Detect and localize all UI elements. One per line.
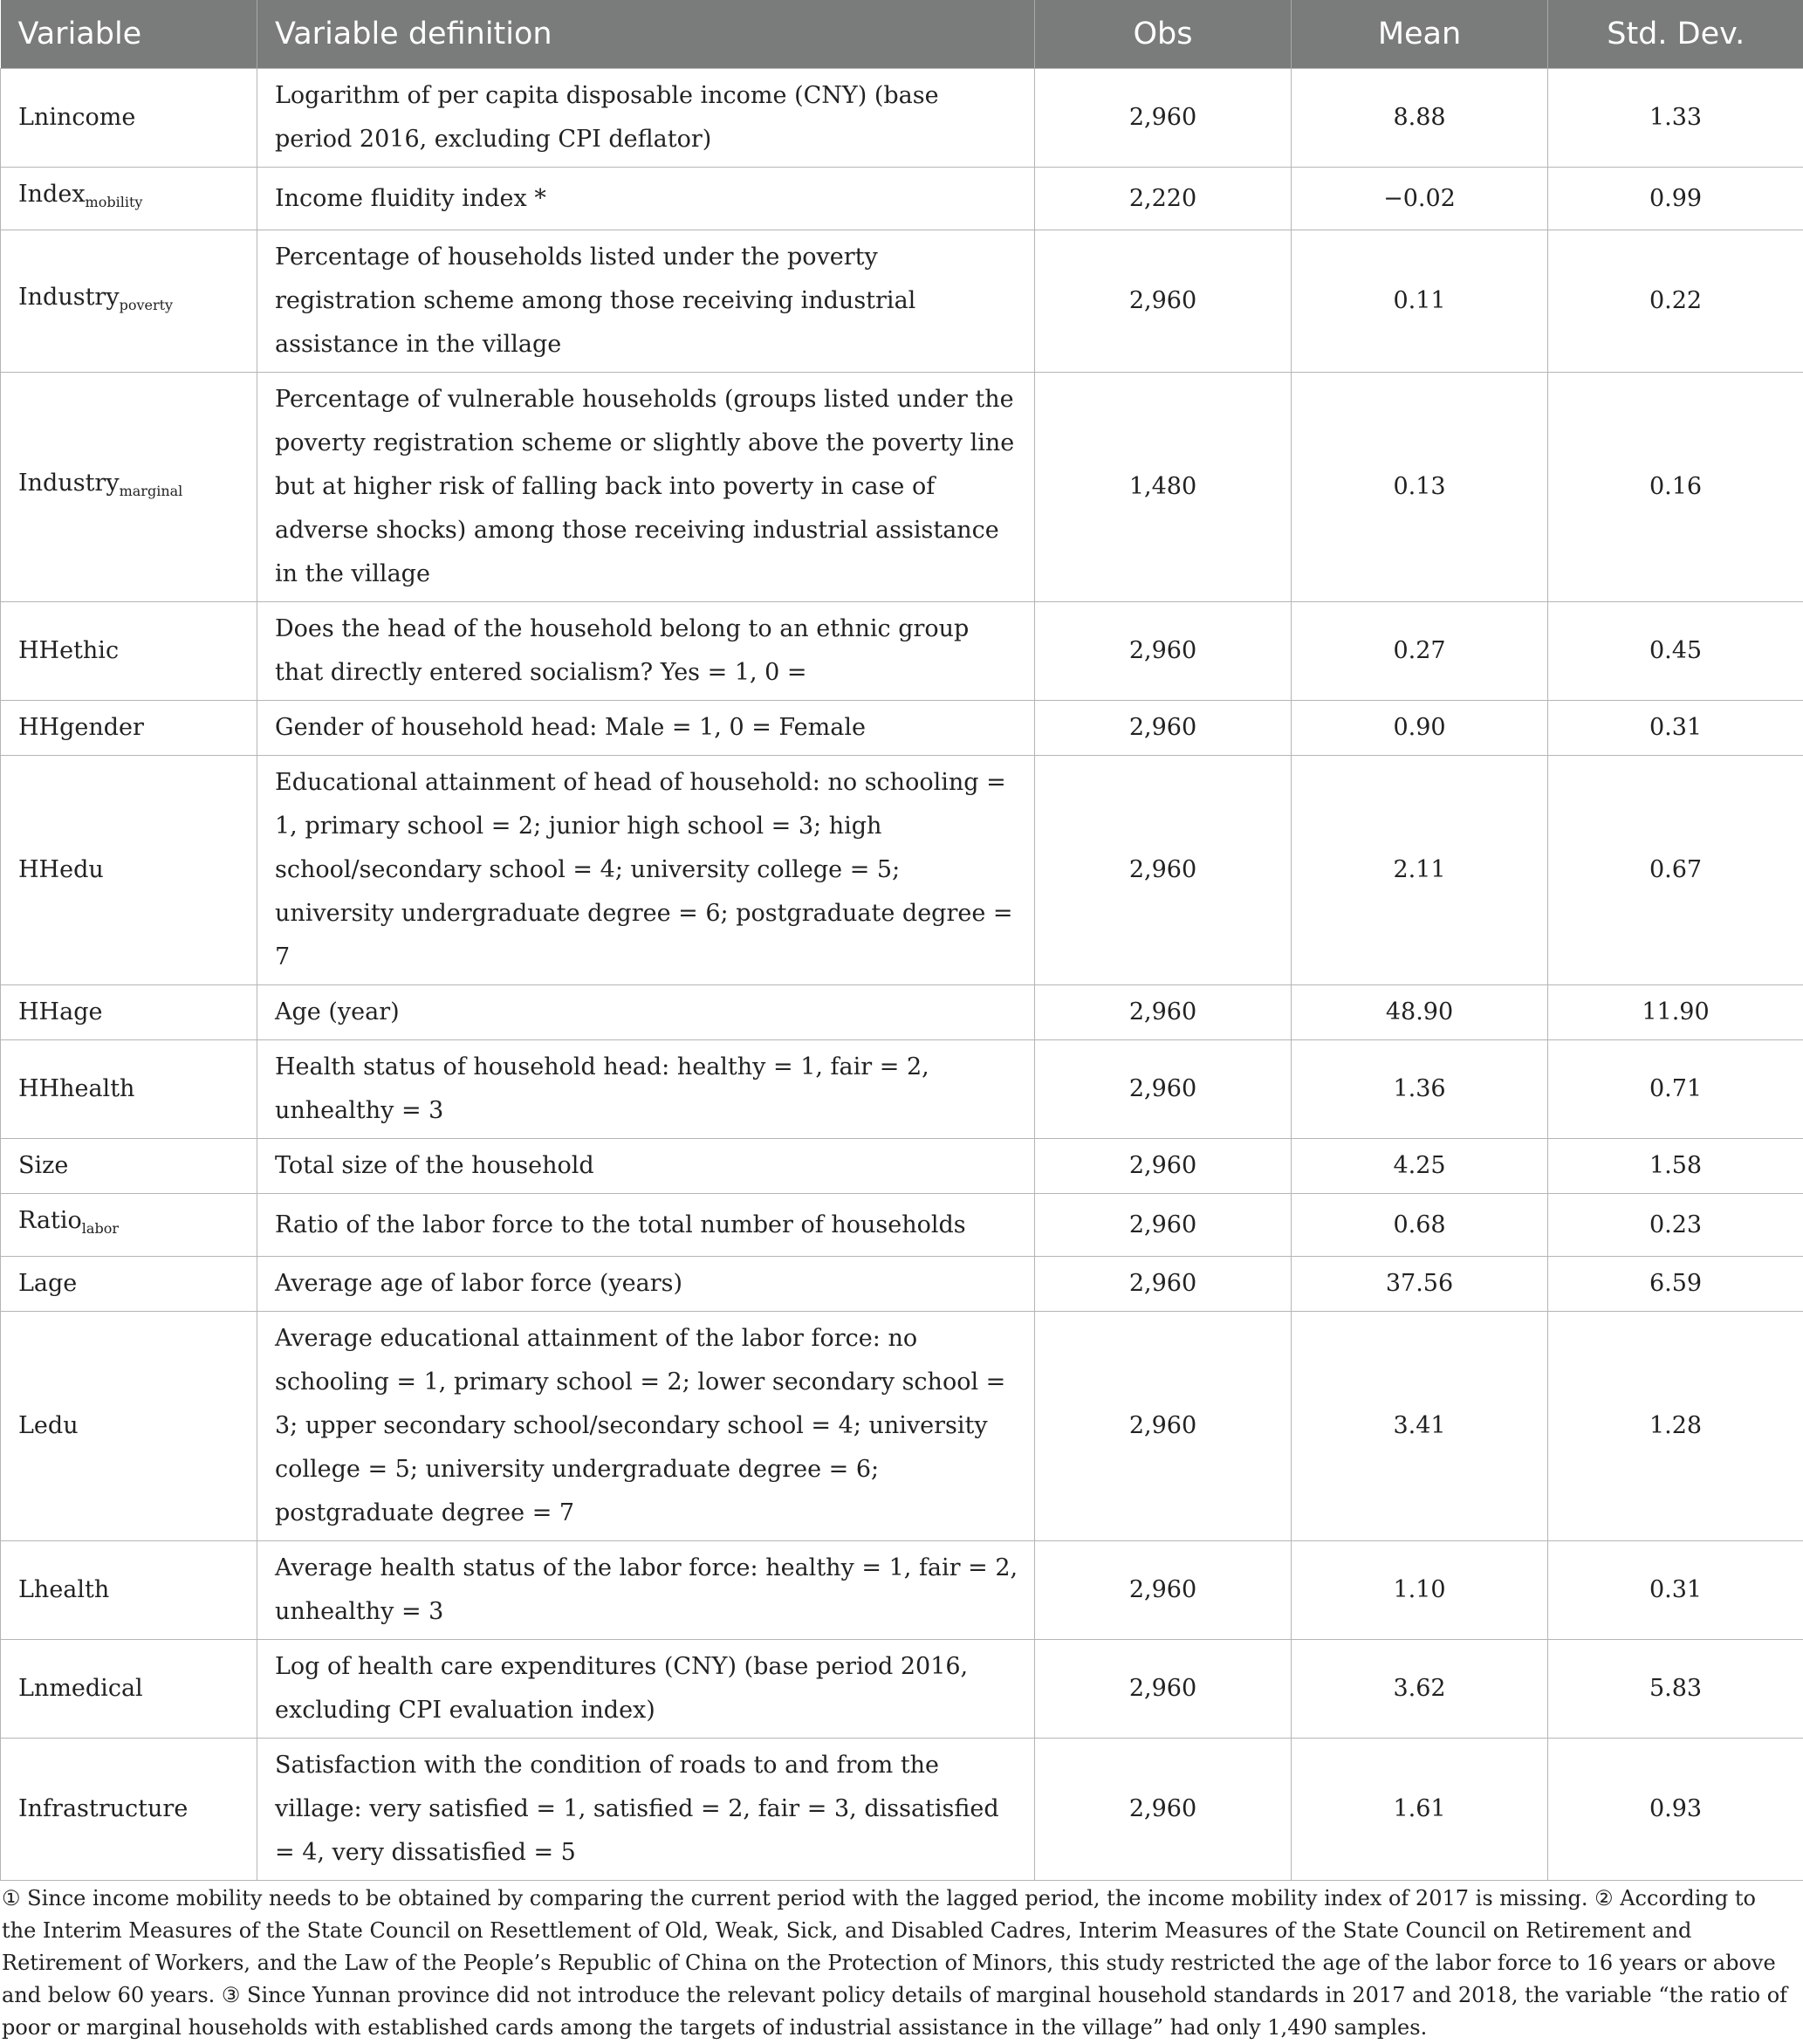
variable-cell [1,985,257,1040]
std-dev-cell: 0.22 [1548,230,1803,373]
mean-cell: 4.25 [1292,1139,1548,1194]
variable-cell [1,1257,257,1312]
variable-name: Lage [18,1270,77,1297]
variable-subscript: marginal [120,483,183,499]
obs-cell: 2,960 [1035,1640,1292,1739]
header-variable: Variable [1,0,257,69]
mean-cell: 2.11 [1292,756,1548,985]
mean-cell: 0.27 [1292,602,1548,701]
variable-name: HHgender [18,714,144,741]
variable-subscript: poverty [120,297,174,313]
variable-name: HHage [18,998,102,1025]
table-row [1,69,1803,168]
variable-definition-cell: Does the head of the household belong to an ethnic group that directly entered socialism? Yes = 1, 0 = [257,602,1035,701]
std-dev-cell: 0.31 [1548,1541,1803,1640]
mean-cell: 0.68 [1292,1194,1548,1257]
variable-name: Size [18,1152,68,1179]
variable-definition-cell: Income fluidity index * [257,168,1035,230]
obs-cell: 1,480 [1035,373,1292,602]
std-dev-cell: 6.59 [1548,1257,1803,1312]
variable-cell [1,1040,257,1139]
std-dev-cell: 0.31 [1548,701,1803,756]
std-dev-cell: 0.67 [1548,756,1803,985]
variable-definition-cell: Logarithm of per capita disposable income (CNY) (base period 2016, excluding CPI deflator) [257,69,1035,168]
table-row [1,985,1803,1040]
mean-cell: 8.88 [1292,69,1548,168]
mean-cell: 1.10 [1292,1541,1548,1640]
obs-cell: 2,960 [1035,1541,1292,1640]
variable-name: Lhealth [18,1576,109,1603]
variable-definition-cell: Health status of household head: healthy = 1, fair = 2, unhealthy = 3 [257,1040,1035,1139]
std-dev-cell: 1.58 [1548,1139,1803,1194]
variable-name: HHedu [18,856,104,883]
variable-definition-cell: Average educational attainment of the labor force: no schooling = 1, primary school = 2; lower secondary school = 3; upper secondary school/secondary school = 4; university college = 5; university undergraduate degree = 6; postgraduate degree = 7 [257,1312,1035,1541]
variable-definition-cell: Log of health care expenditures (CNY) (base period 2016, excluding CPI evaluation index) [257,1640,1035,1739]
variable-subscript: mobility [86,194,143,210]
variable-name: HHethic [18,637,119,664]
table-header [1,0,1803,69]
variable-cell [1,756,257,985]
variable-cell [1,373,257,602]
mean-cell: −0.02 [1292,168,1548,230]
std-dev-cell: 5.83 [1548,1640,1803,1739]
obs-cell: 2,960 [1035,701,1292,756]
mean-cell: 0.11 [1292,230,1548,373]
std-dev-cell: 1.28 [1548,1312,1803,1541]
variable-definition-cell: Percentage of vulnerable households (groups listed under the poverty registration scheme or slightly above the poverty line but at higher risk of falling back into poverty in case of adverse shocks) among those receiving industrial assistance in the village [257,373,1035,602]
std-dev-cell: 0.93 [1548,1739,1803,1881]
variable-definition-cell: Satisfaction with the condition of roads to and from the village: very satisfied = 1, satisfied = 2, fair = 3, dissatisfied = 4, very dissatisfied = 5 [257,1739,1035,1881]
variable-definition-cell: Total size of the household [257,1139,1035,1194]
obs-cell: 2,220 [1035,168,1292,230]
std-dev-cell: 11.90 [1548,985,1803,1040]
table-row [1,373,1803,602]
table-row [1,756,1803,985]
variable-definition-cell: Educational attainment of head of household: no schooling = 1, primary school = 2; junior high school = 3; high school/secondary school = 4; university college = 5; university undergraduate degree = 6; postgraduate degree = 7 [257,756,1035,985]
variable-cell [1,1312,257,1541]
variable-cell [1,1541,257,1640]
table-row [1,1040,1803,1139]
mean-cell: 48.90 [1292,985,1548,1040]
table-row [1,602,1803,701]
header-mean: Mean [1292,0,1548,69]
obs-cell: 2,960 [1035,1739,1292,1881]
obs-cell: 2,960 [1035,230,1292,373]
mean-cell: 37.56 [1292,1257,1548,1312]
table-row [1,701,1803,756]
header-std-dev: Std. Dev. [1548,0,1803,69]
std-dev-cell: 0.23 [1548,1194,1803,1257]
variable-cell [1,168,257,230]
obs-cell: 2,960 [1035,1040,1292,1139]
table-row [1,1312,1803,1541]
obs-cell: 2,960 [1035,1257,1292,1312]
variable-name: Lnincome [18,104,135,131]
header-row [1,0,1803,69]
std-dev-cell: 0.71 [1548,1040,1803,1139]
table-row [1,1139,1803,1194]
variable-definition-cell: Age (year) [257,985,1035,1040]
variable-cell [1,602,257,701]
std-dev-cell: 0.16 [1548,373,1803,602]
mean-cell: 3.41 [1292,1312,1548,1541]
table-footnote: ① Since income mobility needs to be obtained by comparing the current period with the lagged period, the income mobility index of 2017 is missing. ② According to the Interim Measures of the State Council on Resettlement of Old, Weak, Sick, and Disabled Cadres, Interim Measures of the State Council on Retirement and Retirement of Workers, and the Law of the People’s Republic of China on the Protection of Minors, this study restricted the age of the labor force to 16 years or above and below 60 years. ③ Since Yunnan province did not introduce the relevant policy details of marginal household standards in 2017 and 2018, the variable “the ratio of poor or marginal households with established cards among the targets of industrial assistance in the village” had only 1,490 samples. [0,1881,1803,2044]
table-body [1,69,1803,1881]
obs-cell: 2,960 [1035,1312,1292,1541]
table-row [1,168,1803,230]
header-variable-definition: Variable definition [257,0,1035,69]
table-row [1,1541,1803,1640]
obs-cell: 2,960 [1035,602,1292,701]
variable-name: Ledu [18,1412,79,1439]
variable-definition-cell: Ratio of the labor force to the total number of households [257,1194,1035,1257]
variable-cell [1,1139,257,1194]
mean-cell: 3.62 [1292,1640,1548,1739]
variable-subscript: labor [82,1220,119,1237]
variable-definition-cell: Gender of household head: Male = 1, 0 = Female [257,701,1035,756]
obs-cell: 2,960 [1035,1139,1292,1194]
obs-cell: 2,960 [1035,69,1292,168]
variable-name: Lnmedical [18,1675,143,1702]
table-row [1,1257,1803,1312]
variable-cell [1,1640,257,1739]
obs-cell: 2,960 [1035,756,1292,985]
table-row [1,230,1803,373]
std-dev-cell: 0.45 [1548,602,1803,701]
variable-name: Industry [18,284,120,311]
variable-name: Industry [18,470,120,497]
variable-name: Index [18,181,86,208]
mean-cell: 0.90 [1292,701,1548,756]
obs-cell: 2,960 [1035,985,1292,1040]
variable-definition-cell: Average age of labor force (years) [257,1257,1035,1312]
mean-cell: 1.36 [1292,1040,1548,1139]
variable-cell [1,701,257,756]
variable-name: Ratio [18,1207,82,1234]
variable-cell [1,69,257,168]
variable-cell [1,1194,257,1257]
variable-name: Infrastructure [18,1795,188,1822]
table-row [1,1640,1803,1739]
mean-cell: 1.61 [1292,1739,1548,1881]
variable-definition-cell: Average health status of the labor force: healthy = 1, fair = 2, unhealthy = 3 [257,1541,1035,1640]
std-dev-cell: 1.33 [1548,69,1803,168]
variable-cell [1,230,257,373]
obs-cell: 2,960 [1035,1194,1292,1257]
variable-name: HHhealth [18,1075,134,1102]
mean-cell: 0.13 [1292,373,1548,602]
std-dev-cell: 0.99 [1548,168,1803,230]
header-obs: Obs [1035,0,1292,69]
variable-definition-cell: Percentage of households listed under the poverty registration scheme among those receiving industrial assistance in the village [257,230,1035,373]
table-row [1,1194,1803,1257]
